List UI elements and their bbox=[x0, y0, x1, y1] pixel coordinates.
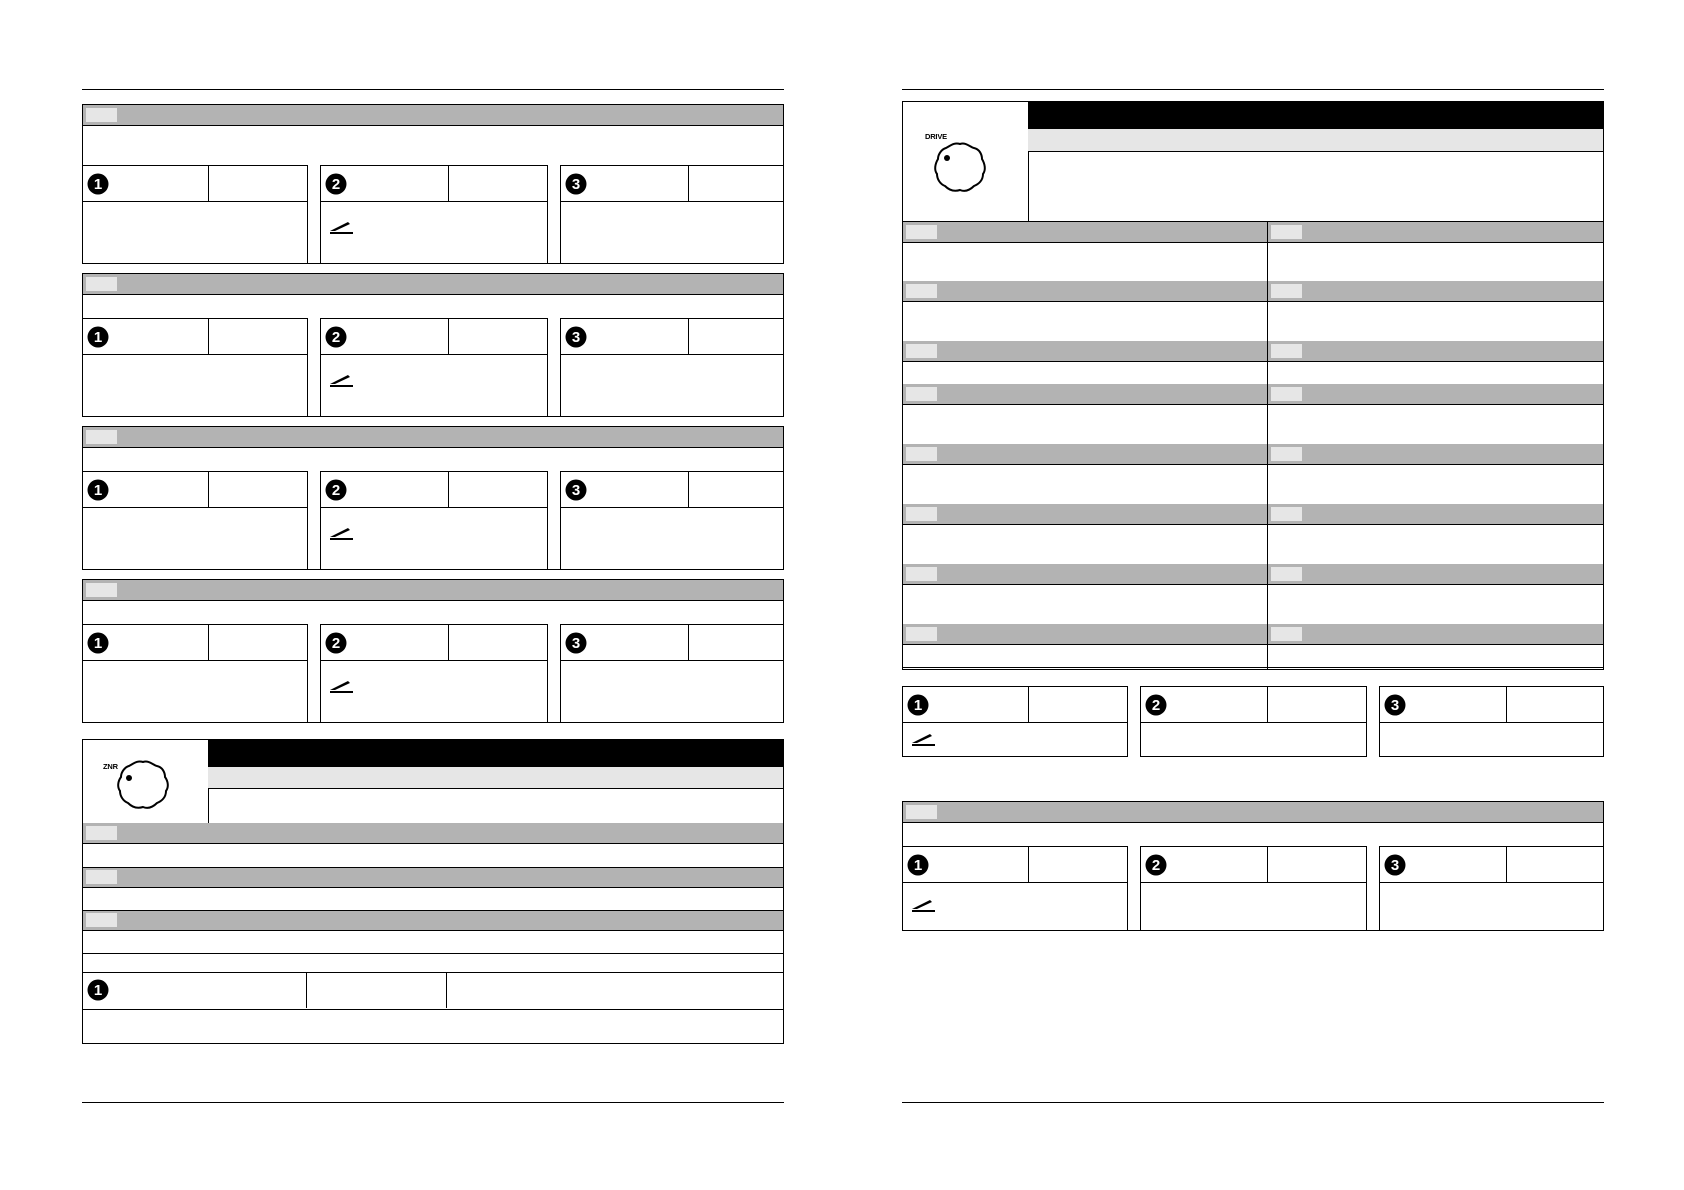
divider bbox=[83, 972, 783, 973]
parameter-header bbox=[1141, 687, 1366, 723]
parameter-header bbox=[83, 319, 307, 355]
number-2-icon bbox=[1145, 854, 1167, 876]
parameter-tab bbox=[906, 225, 937, 239]
parameter-box-2 bbox=[1140, 846, 1367, 931]
parameter-tab bbox=[1271, 344, 1302, 358]
number-3-icon bbox=[565, 326, 587, 348]
parameter-tab bbox=[906, 567, 937, 581]
number-1-icon bbox=[87, 632, 109, 654]
pedal-icon bbox=[329, 219, 355, 235]
knob-icon bbox=[113, 756, 173, 816]
parameter-header bbox=[561, 472, 783, 508]
number-label: 2 bbox=[331, 329, 341, 346]
parameter-header bbox=[1380, 687, 1603, 723]
section-title-bar bbox=[903, 802, 1603, 823]
parameter-header bbox=[83, 625, 307, 661]
section-title-bar bbox=[83, 105, 783, 126]
parameter-box-1 bbox=[902, 846, 1128, 931]
parameter-tab bbox=[906, 387, 937, 401]
parameter-tab bbox=[906, 507, 937, 521]
divider bbox=[83, 867, 783, 868]
number-1-icon bbox=[907, 694, 929, 716]
parameter-box-3 bbox=[560, 471, 784, 570]
parameter-title-bar bbox=[1268, 281, 1603, 302]
parameter-tab bbox=[1271, 387, 1302, 401]
parameter-title-bar bbox=[1268, 624, 1603, 645]
number-3-icon bbox=[1384, 854, 1406, 876]
number-label: 1 bbox=[93, 982, 103, 999]
parameter-tab bbox=[906, 447, 937, 461]
number-3-icon bbox=[1384, 694, 1406, 716]
parameter-box-2 bbox=[1140, 686, 1367, 757]
parameter-header bbox=[561, 319, 783, 355]
parameter-box-2 bbox=[320, 624, 548, 723]
parameter-title-bar bbox=[1268, 504, 1603, 525]
parameter-box-1 bbox=[82, 624, 308, 723]
parameter-box-3 bbox=[560, 165, 784, 264]
parameter-tab bbox=[1271, 225, 1302, 239]
parameter-title-bar bbox=[903, 564, 1267, 585]
number-3-icon bbox=[565, 632, 587, 654]
parameter-tab bbox=[906, 344, 937, 358]
parameter-box-3 bbox=[560, 624, 784, 723]
number-1-icon bbox=[907, 854, 929, 876]
parameter-tab bbox=[1271, 284, 1302, 298]
parameter-title-bar bbox=[1268, 444, 1603, 465]
number-label: 3 bbox=[571, 482, 581, 499]
parameter-header bbox=[83, 166, 307, 202]
parameter-header bbox=[1141, 847, 1366, 883]
right-page bbox=[902, 0, 1604, 1190]
parameter-header bbox=[321, 472, 547, 508]
number-label: 2 bbox=[331, 176, 341, 193]
number-label: 2 bbox=[331, 482, 341, 499]
number-label: 3 bbox=[1390, 697, 1400, 714]
number-1-icon bbox=[87, 173, 109, 195]
parameter-title-bar bbox=[903, 504, 1267, 525]
parameter-header bbox=[561, 625, 783, 661]
pedal-icon bbox=[329, 525, 355, 541]
drive-knob-label: DRIVE bbox=[925, 132, 947, 141]
divider bbox=[903, 667, 1603, 668]
section-title-bar bbox=[83, 274, 783, 295]
number-2-icon bbox=[1145, 694, 1167, 716]
drive-parameter-grid bbox=[902, 221, 1604, 670]
number-label: 2 bbox=[1151, 697, 1161, 714]
number-3-icon bbox=[565, 479, 587, 501]
parameter-title-bar bbox=[1268, 384, 1603, 405]
section-title-bar bbox=[83, 867, 783, 888]
section-title-bar bbox=[83, 823, 783, 844]
number-1-icon bbox=[87, 979, 109, 1001]
parameter-title-bar bbox=[903, 624, 1267, 645]
number-2-icon bbox=[325, 632, 347, 654]
top-rule bbox=[902, 89, 1604, 90]
knob-icon bbox=[929, 138, 991, 200]
number-label: 2 bbox=[331, 635, 341, 652]
divider bbox=[83, 953, 783, 954]
divider bbox=[83, 910, 783, 911]
number-label: 3 bbox=[571, 635, 581, 652]
section-title-tab bbox=[86, 277, 117, 291]
number-label: 1 bbox=[93, 482, 103, 499]
number-label: 1 bbox=[913, 857, 923, 874]
number-2-icon bbox=[325, 479, 347, 501]
parameter-box-1 bbox=[902, 686, 1128, 757]
znr-knob-cell bbox=[83, 740, 209, 824]
parameter-title-bar bbox=[903, 444, 1267, 465]
parameter-header bbox=[321, 319, 547, 355]
parameter-tab bbox=[906, 284, 937, 298]
drive-knob-cell bbox=[903, 102, 1029, 221]
parameter-tab bbox=[1271, 507, 1302, 521]
znr-subtitle-bar bbox=[208, 766, 783, 789]
parameter-title-bar bbox=[903, 384, 1267, 405]
parameter-header bbox=[321, 166, 547, 202]
number-label: 1 bbox=[93, 635, 103, 652]
parameter-header bbox=[321, 625, 547, 661]
parameter-box-2 bbox=[320, 165, 548, 264]
divider bbox=[83, 1009, 783, 1010]
parameter-box-1 bbox=[82, 318, 308, 417]
section-title-tab bbox=[86, 430, 117, 444]
parameter-title-bar bbox=[1268, 222, 1603, 243]
section-title-bar bbox=[83, 910, 783, 931]
number-3-icon bbox=[565, 173, 587, 195]
number-1-icon bbox=[87, 326, 109, 348]
parameter-tab bbox=[1271, 447, 1302, 461]
parameter-title-bar bbox=[903, 281, 1267, 302]
number-label: 1 bbox=[913, 697, 923, 714]
section-title-tab bbox=[86, 108, 117, 122]
parameter-tab bbox=[1271, 567, 1302, 581]
number-2-icon bbox=[325, 173, 347, 195]
parameter-box-2 bbox=[320, 318, 548, 417]
left-page bbox=[82, 0, 784, 1190]
pedal-icon bbox=[911, 731, 937, 747]
parameter-box-3 bbox=[560, 318, 784, 417]
number-2-icon bbox=[325, 326, 347, 348]
number-label: 3 bbox=[571, 329, 581, 346]
parameter-box-3 bbox=[1379, 686, 1604, 757]
section-title-bar bbox=[83, 427, 783, 448]
number-1-icon bbox=[87, 479, 109, 501]
znr-knob-label: ZNR bbox=[103, 762, 118, 771]
number-label: 1 bbox=[93, 329, 103, 346]
parameter-header bbox=[903, 687, 1127, 723]
drive-module-header bbox=[902, 101, 1604, 222]
pedal-icon bbox=[911, 897, 937, 913]
divider bbox=[446, 972, 447, 1008]
section-title-tab bbox=[86, 583, 117, 597]
parameter-tab bbox=[906, 627, 937, 641]
bottom-rule bbox=[82, 1102, 784, 1103]
parameter-title-bar bbox=[1268, 564, 1603, 585]
top-rule bbox=[82, 89, 784, 90]
pedal-icon bbox=[329, 678, 355, 694]
parameter-box-3 bbox=[1379, 846, 1604, 931]
parameter-header bbox=[83, 472, 307, 508]
znr-module bbox=[82, 739, 784, 1044]
pedal-icon bbox=[329, 372, 355, 388]
znr-title-bar bbox=[208, 740, 783, 766]
drive-title-bar bbox=[1028, 102, 1603, 128]
bottom-rule bbox=[902, 1102, 1604, 1103]
divider bbox=[306, 972, 307, 1008]
parameter-title-bar bbox=[1268, 341, 1603, 362]
number-label: 3 bbox=[1390, 857, 1400, 874]
section-title-tab bbox=[906, 805, 937, 819]
section-title-tab bbox=[86, 870, 117, 884]
parameter-tab bbox=[1271, 627, 1302, 641]
parameter-box-1 bbox=[82, 165, 308, 264]
number-label: 1 bbox=[93, 176, 103, 193]
parameter-title-bar bbox=[903, 222, 1267, 243]
parameter-header bbox=[1380, 847, 1603, 883]
parameter-box-2 bbox=[320, 471, 548, 570]
section-title-bar bbox=[83, 580, 783, 601]
section-title-tab bbox=[86, 826, 117, 840]
section-title-tab bbox=[86, 913, 117, 927]
number-label: 2 bbox=[1151, 857, 1161, 874]
parameter-title-bar bbox=[903, 341, 1267, 362]
parameter-header bbox=[561, 166, 783, 202]
drive-subtitle-bar bbox=[1028, 128, 1603, 152]
parameter-header bbox=[903, 847, 1127, 883]
parameter-box-1 bbox=[82, 471, 308, 570]
number-label: 3 bbox=[571, 176, 581, 193]
